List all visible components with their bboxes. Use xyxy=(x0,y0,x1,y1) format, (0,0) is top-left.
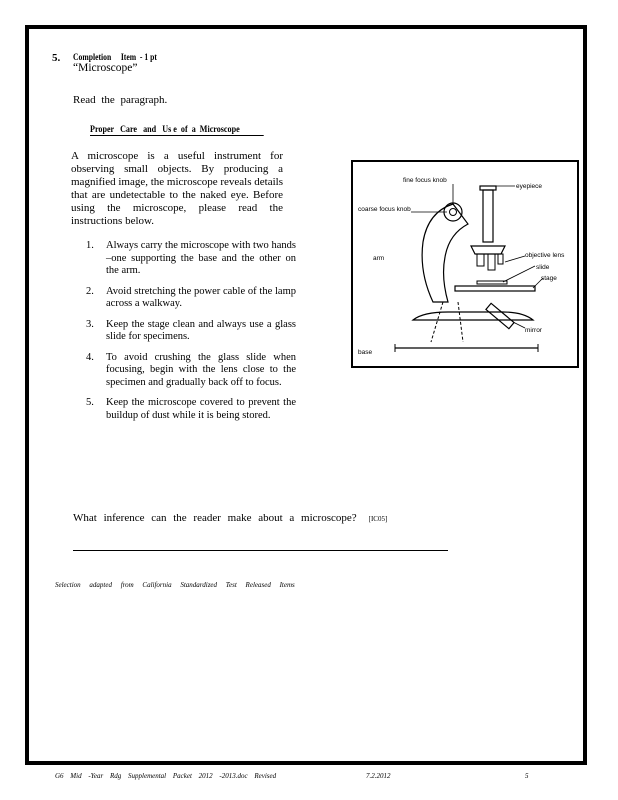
list-item xyxy=(78,286,296,311)
step-text: Keep the microscope covered to prevent the buildup of dust while it is being stored. xyxy=(106,397,296,421)
standard-code: [IC05] xyxy=(368,515,388,523)
source-note: Selection adapted from California Standardized Test Released Items xyxy=(55,581,295,589)
passage-intro: A microscope is a useful instrument for observing small objects. By producing a magnified image, the microscope reveals details that are undetectable to the naked eye. Before using the microscope, please read the instructions below. xyxy=(71,150,283,227)
step-text: Keep the stage clean and always use a glass slide for specimens. xyxy=(106,318,296,342)
step-text: Always carry the microscope with two hands –one supporting the base and the other on the arm. xyxy=(106,240,296,276)
label-base: base xyxy=(358,349,373,356)
question-title: “Microscope” xyxy=(73,62,138,74)
step-number: 1. xyxy=(86,240,94,251)
label-eyepiece: eyepiece xyxy=(516,183,543,190)
list-item xyxy=(78,397,296,422)
step-number: 3. xyxy=(86,318,94,330)
list-item xyxy=(78,319,296,344)
step-number: 2. xyxy=(86,285,94,297)
label-slide: slide xyxy=(536,264,550,271)
label-fine-focus-knob: fine focus knob xyxy=(403,177,447,184)
footer-filename: G6 Mid -Year Rdg Supplemental Packet 2012 -2013.doc Revised xyxy=(55,772,277,780)
label-mirror: mirror xyxy=(525,327,542,334)
instruction-list xyxy=(78,240,296,430)
microscope-diagram xyxy=(351,160,579,368)
answer-line[interactable] xyxy=(73,550,448,551)
instruction-text: Read the paragraph. xyxy=(73,94,168,106)
step-text: To avoid crushing the glass slide when focusing, begin with the lens close to the specimen and gradually back off to focus. xyxy=(106,351,296,388)
step-number: 5. xyxy=(86,397,94,408)
inference-question xyxy=(73,512,387,524)
question-text: What inference can the reader make about a microscope? xyxy=(73,512,357,524)
list-item xyxy=(78,352,296,390)
label-objective-lens: objective lens xyxy=(525,252,565,259)
list-item xyxy=(78,240,296,278)
passage-title: Proper Care and Us e of a Microscope xyxy=(90,124,264,136)
step-number: 4. xyxy=(86,351,94,363)
label-arm: arm xyxy=(373,255,385,262)
question-type: Completion Item - 1 pt xyxy=(73,52,157,62)
footer-date: 7.2.2012 xyxy=(366,772,391,780)
label-stage: stage xyxy=(541,275,557,282)
step-text: Avoid stretching the power cable of the lamp across a walkway. xyxy=(106,285,296,309)
question-number: 5. xyxy=(52,52,61,64)
page-number: 5 xyxy=(525,772,529,780)
label-coarse-focus-knob: coarse focus knob xyxy=(358,206,411,213)
diagram-labels xyxy=(353,162,577,366)
